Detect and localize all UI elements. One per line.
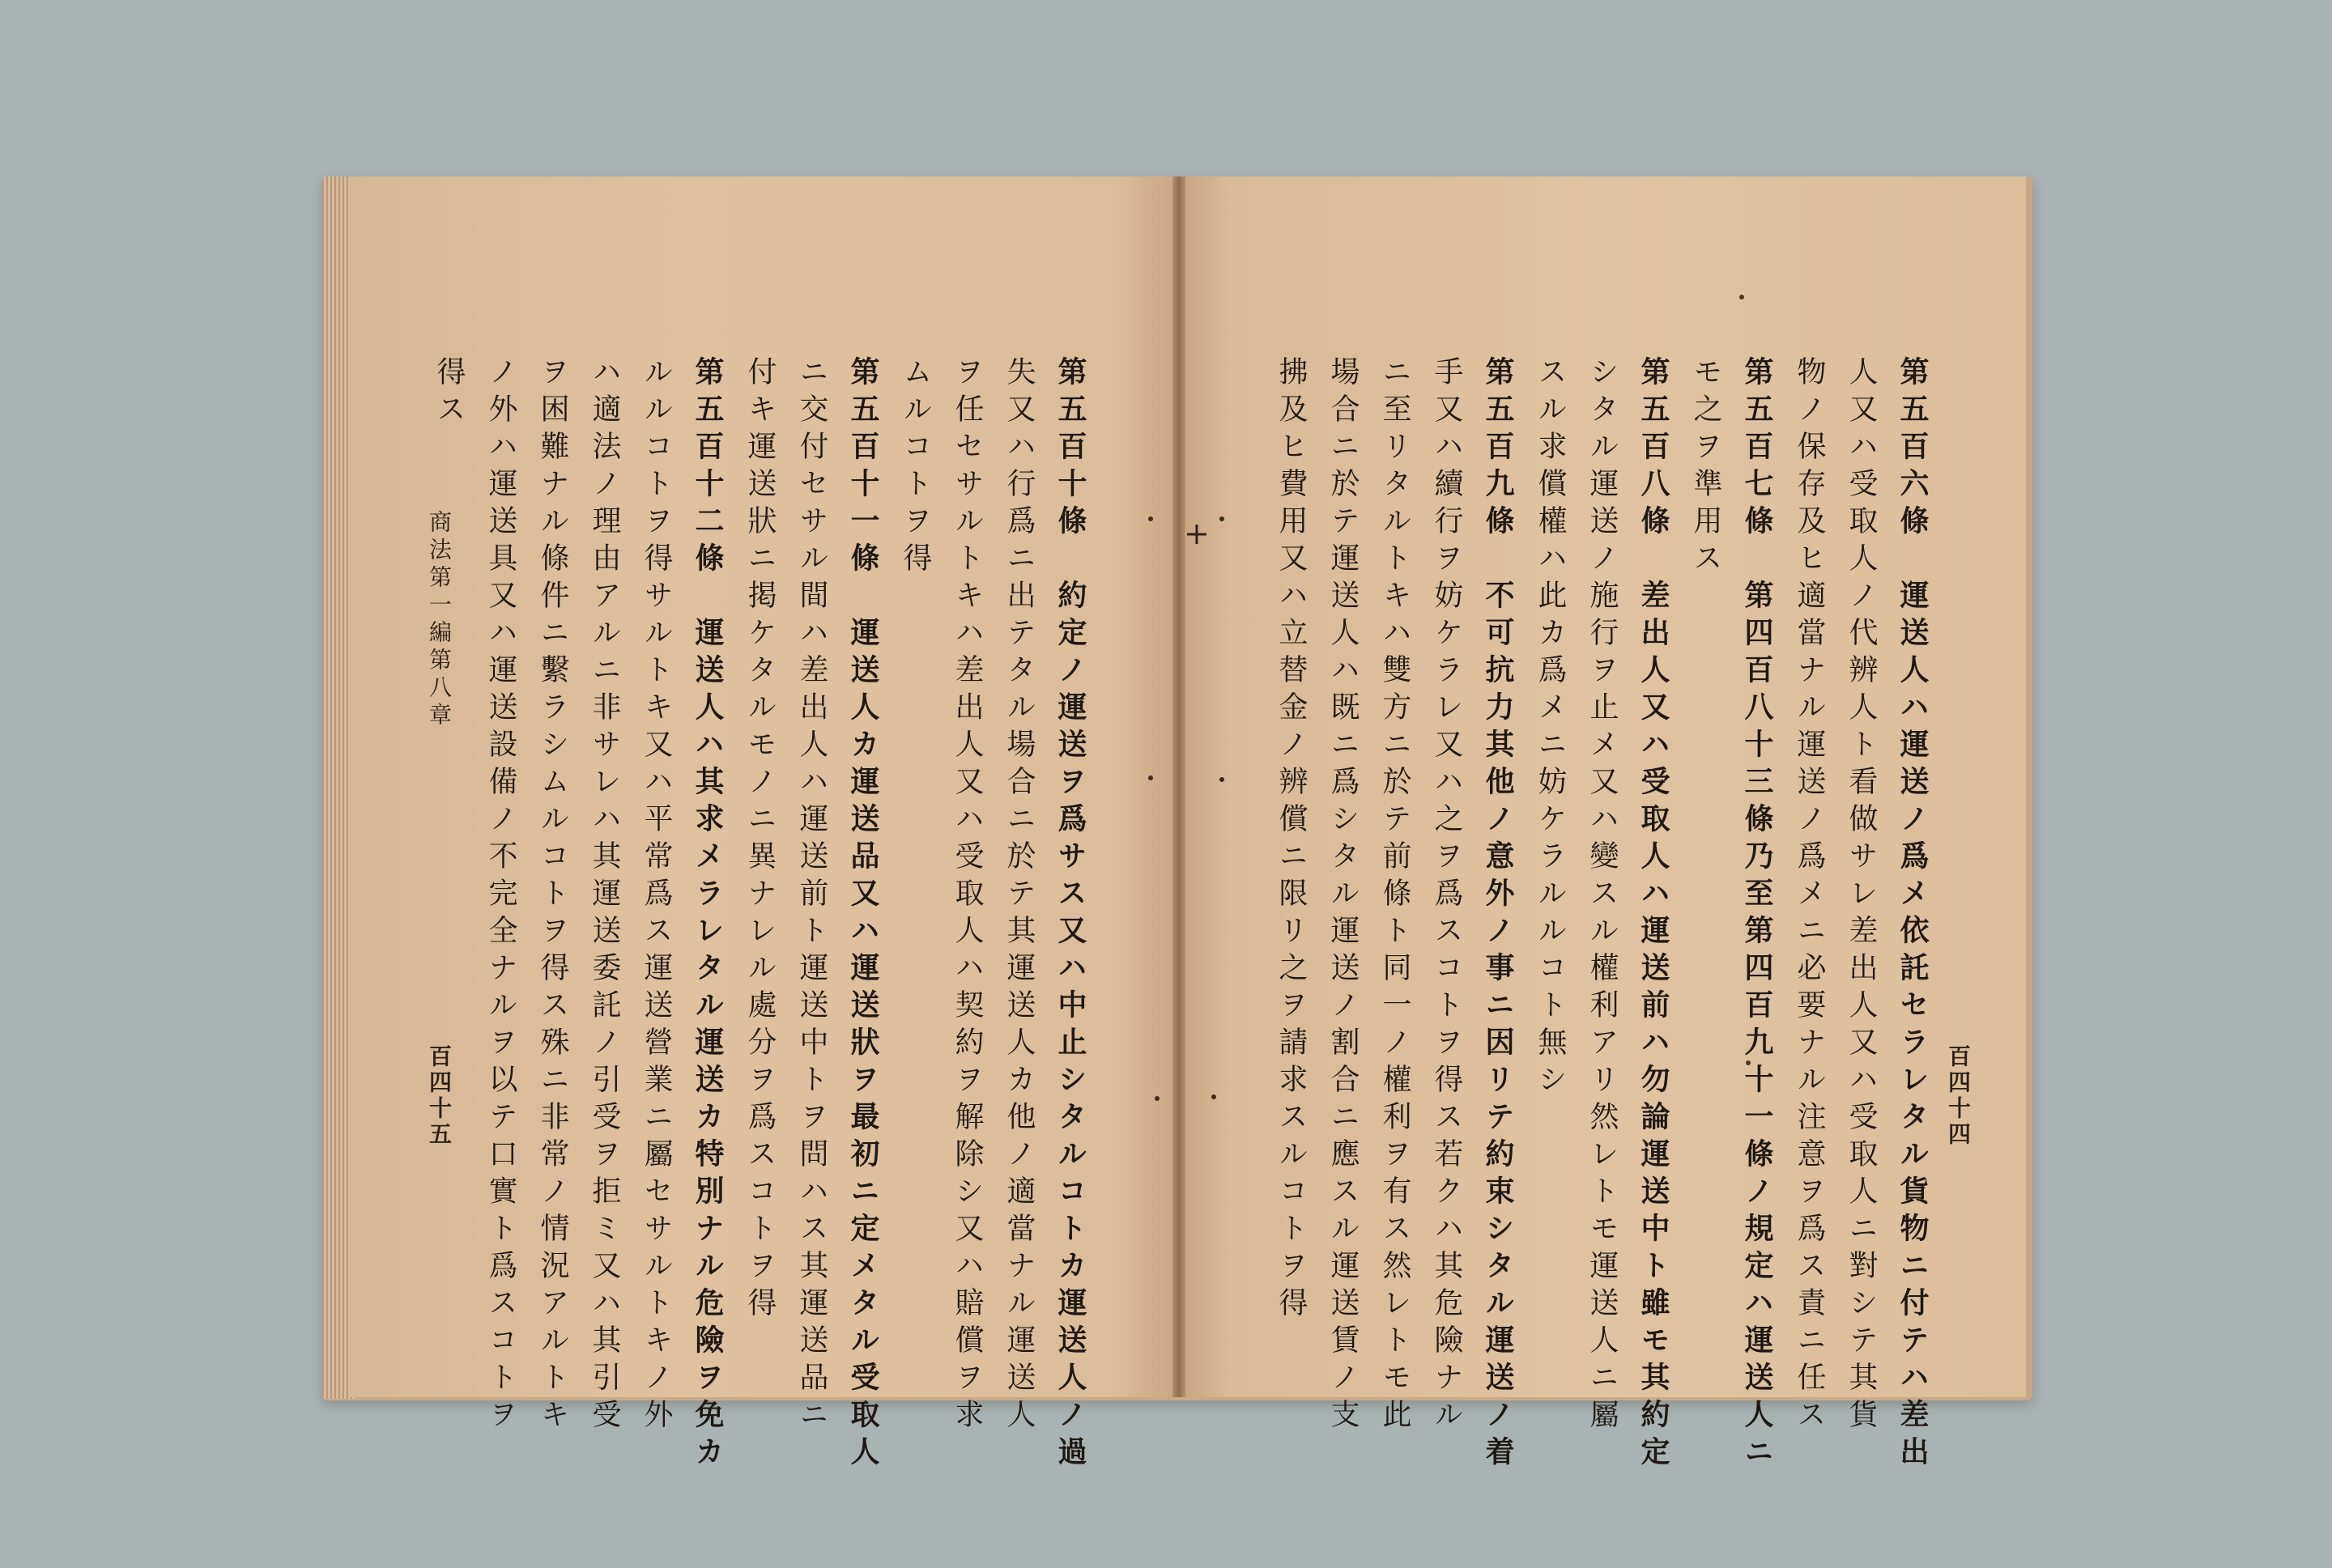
text-column: 第五百十二條 運送人ハ其求メラレタル運送カ特別ナル危險ヲ免カ [691, 356, 725, 1473]
stitch-hole [1155, 1096, 1160, 1101]
text-column: スル求償權ハ此カ爲メニ妨ケラルルコト無シ [1534, 356, 1567, 1101]
text-column: 第五百九條 不可抗力其他ノ意外ノ事ニ因リテ約束シタル運送ノ着 [1481, 356, 1515, 1473]
ink-dot [1739, 295, 1744, 300]
binding-thread-icon: + [1184, 516, 1210, 551]
text-column: 人又ハ受取人ノ代辨人ト看做サレ差出人又ハ受取人ニ對シテ其貨 [1845, 356, 1878, 1436]
text-column: 第五百十一條 運送人カ運送品又ハ運送狀ヲ最初ニ定メタル受取人 [846, 356, 880, 1473]
text-column: 得ス [432, 356, 466, 431]
text-column: 第五百十條 約定ノ運送ヲ爲サス又ハ中止シタルコトカ運送人ノ過 [1053, 356, 1087, 1473]
text-column: 場合ニ於テ運送人ハ既ニ爲シタル運送ノ割合ニ應スル運送賃ノ支 [1326, 356, 1360, 1436]
text-column: 物ノ保存及ヒ適當ナル運送ノ爲メニ必要ナル注意ヲ爲ス責ニ任ス [1793, 356, 1826, 1436]
running-head: 商法第一編第八章 [426, 510, 453, 730]
stitch-hole [1148, 516, 1153, 521]
stitch-hole [1219, 516, 1224, 521]
stitch-hole [1148, 776, 1153, 780]
page-number-left: 百四十五 [426, 1044, 453, 1148]
text-column: モ之ヲ準用ス [1689, 356, 1722, 580]
stitch-hole [1219, 777, 1224, 782]
text-column: ニ至リタルトキハ雙方ニ於テ前條ト同一ノ權利ヲ有ス然レトモ此 [1378, 356, 1411, 1436]
page-number-right: 百四十四 [1945, 1044, 1972, 1148]
text-column: 第五百八條 差出人又ハ受取人ハ運送前ハ勿論運送中ト雖モ其約定 [1636, 356, 1670, 1473]
text-column: 手又ハ續行ヲ妨ケラレ又ハ之ヲ爲スコトヲ得ス若クハ其危險ナル [1430, 356, 1463, 1436]
stitch-hole [1211, 1094, 1216, 1099]
text-column: ニ交付セサル間ハ差出人ハ運送前ト運送中トヲ問ハス其運送品ニ [795, 356, 828, 1436]
text-column: 拂及ヒ費用又ハ立替金ノ辨償ニ限リ之ヲ請求スルコトヲ得 [1275, 356, 1308, 1324]
text-column: ノ外ハ運送具又ハ運送設備ノ不完全ナルヲ以テ口實ト爲スコトヲ [484, 356, 517, 1436]
text-column: 付キ運送狀ニ掲ケタルモノニ異ナレル處分ヲ爲スコトヲ得 [743, 356, 777, 1324]
book-gutter [1172, 176, 1185, 1397]
text-column: シタル運送ノ施行ヲ止メ又ハ變スル權利アリ然レトモ運送人ニ屬 [1585, 356, 1619, 1436]
text-column: 失又ハ行爲ニ出テタル場合ニ於テ其運送人カ他ノ適當ナル運送人 [1002, 356, 1036, 1436]
text-column: 第五百六條 運送人ハ運送ノ爲メ依託セラレタル貨物ニ付テハ差出 [1896, 356, 1930, 1473]
text-column: ハ適法ノ理由アルニ非サレハ其運送委託ノ引受ヲ拒ミ又ハ其引受 [588, 356, 621, 1436]
text-column: ヲ困難ナル條件ニ繫ラシムルコトヲ得ス殊ニ非常ノ情況アルトキ [536, 356, 569, 1436]
text-column: 第五百七條 第四百八十三條乃至第四百九十一條ノ規定ハ運送人ニ [1740, 356, 1774, 1473]
text-column: ヲ任セサルトキハ差出人又ハ受取人ハ契約ヲ解除シ又ハ賠償ヲ求 [951, 356, 984, 1436]
text-column: ルルコトヲ得サルトキ又ハ平常爲ス運送營業ニ屬セサルトキノ外 [640, 356, 673, 1436]
text-column: ムルコトヲ得 [899, 356, 932, 580]
